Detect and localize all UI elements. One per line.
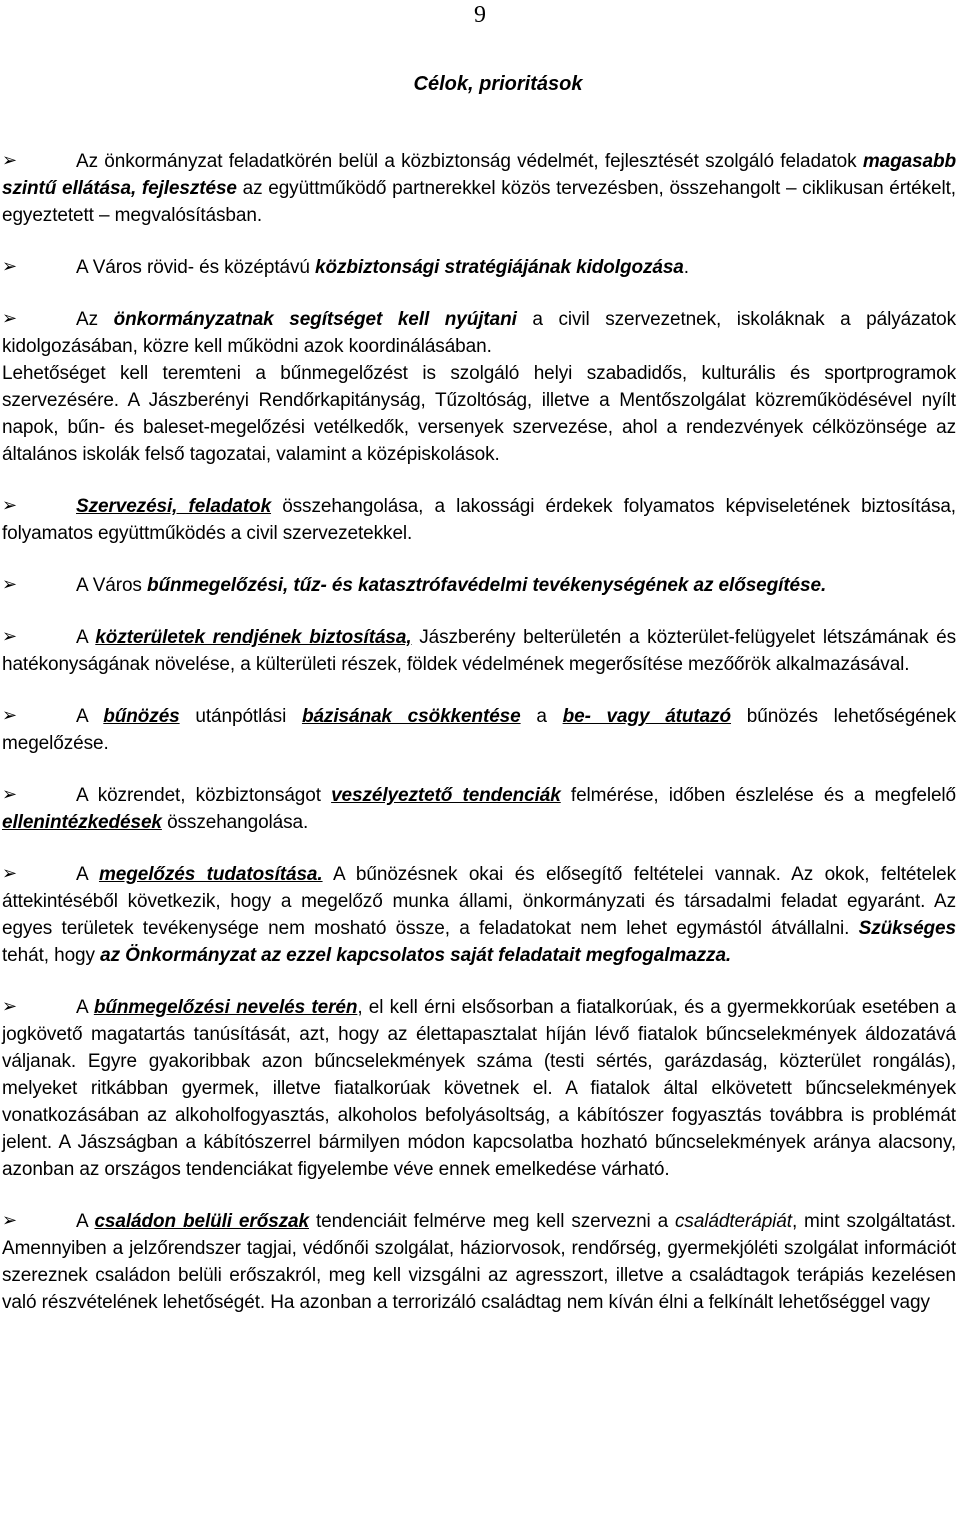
body-text: A Város rövid- és középtávú bbox=[76, 257, 316, 278]
emphasized-text: be- vagy átutazó bbox=[562, 706, 732, 727]
bullet-item bbox=[2, 861, 956, 969]
body-text: Jászberény belterületén a közterület-felügyelet létszámának és hatékonyságának növelése, a külterületi részek, földek védelmének megerősítése mezőőrök alkalmazásával. bbox=[2, 627, 956, 675]
body-text: tendenciáit felmérve meg kell szervezni a bbox=[309, 1211, 676, 1232]
emphasized-text: bűnmegelőzési nevelés terén bbox=[93, 997, 358, 1018]
bullet-item bbox=[2, 254, 956, 281]
arrow-bullet-icon: ➢ bbox=[2, 705, 17, 725]
emphasized-text: ellenintézkedések bbox=[2, 812, 162, 833]
bullet-item bbox=[2, 994, 956, 1183]
emphasized-text: magasabb szintű ellátása, fejlesztése bbox=[2, 151, 956, 199]
body-text: Lehetőséget kell teremteni a bűnmegelőzést is szolgáló helyi szabadidős, kulturális és sportprogramok szervezésére. A Jászberényi Rendőrkapitányság, Tűzoltóság, illetve a Mentőszolgálat közreműködésével nyílt napok, bűn- és baleset-megelőzési vetélkedők, versenyek szervezése, ahol a rendezvények célközönsége az általános iskolák felső tagozatai, valamint a középiskolások. bbox=[2, 363, 956, 465]
body-text: a bbox=[520, 706, 563, 727]
arrow-bullet-icon: ➢ bbox=[2, 1210, 17, 1230]
arrow-bullet-icon: ➢ bbox=[2, 784, 17, 804]
emphasized-text: közterületek rendjének biztosítása, bbox=[95, 627, 412, 648]
section-title: Célok, prioritások bbox=[413, 73, 583, 95]
body-text: összehangolása, a lakossági érdekek folyamatos képviseletének biztosítása, folyamatos együttműködés a civil szervezetekkel. bbox=[2, 496, 956, 544]
body-text: tehát, hogy bbox=[2, 945, 101, 966]
body-text: bűnözés lehetőségének megelőzése. bbox=[2, 706, 956, 754]
bullet-item bbox=[2, 306, 956, 360]
body-text: felmérése, időben észlelése és a megfelelő bbox=[560, 785, 956, 806]
arrow-bullet-icon: ➢ bbox=[2, 495, 17, 515]
body-text: A bbox=[76, 706, 104, 727]
body-text: utánpótlási bbox=[179, 706, 302, 727]
bullet-item bbox=[2, 493, 956, 547]
emphasized-text: önkormányzatnak segítséget kell nyújtani bbox=[113, 309, 517, 330]
body-text: A közrendet, közbiztonságot bbox=[76, 785, 332, 806]
document-body bbox=[2, 148, 956, 1316]
emphasized-text: bázisának csökkentése bbox=[301, 706, 521, 727]
body-text: A bbox=[76, 1211, 95, 1232]
body-text: , el kell érni elsősorban a fiatalkorúak, és a gyermekkorúak esetében a jogkövető magatartás tanúsítását, azt, hogy az élettapasztalat híján lévő fiatalok bűncselekmények áldozatává váljanak. Egyre gyakoribbak azon bűncselekmények száma (testi sértés, garázdaság, közterület rongálás), melyeket ritkábban gyermek, illetve fiatalkorúak követnek el. A fiatalok által elkövetett bűncselekmények vonatkozásában az alkoholfogyasztás, alkoholos befolyásoltság, a kábítószer fogyasztás továbbra is problémát jelent. A Jászságban a kábítószerrel bármilyen módon kapcsolatba hozható bűncselekmények aránya alacsony, azonban az országos tendenciákat figyelembe véve ennek emelkedése várható. bbox=[2, 997, 956, 1180]
emphasized-text: veszélyeztető tendenciák bbox=[331, 785, 561, 806]
body-text: A bbox=[76, 627, 96, 648]
emphasized-text: családterápiát bbox=[675, 1211, 792, 1232]
body-text: az együttműködő partnerekkel közös tervezésben, összehangolt – ciklikusan értékelt, egyeztetett – megvalósításban. bbox=[2, 178, 956, 226]
bullet-continuation bbox=[2, 360, 956, 468]
arrow-bullet-icon: ➢ bbox=[2, 256, 17, 276]
arrow-bullet-icon: ➢ bbox=[2, 863, 17, 883]
bullet-item bbox=[2, 572, 956, 599]
body-text: Az önkormányzat feladatkörén belül a közbiztonság védelmét, fejlesztését szolgáló feladatok bbox=[76, 151, 863, 172]
arrow-bullet-icon: ➢ bbox=[2, 308, 17, 328]
body-text: Az bbox=[76, 309, 114, 330]
body-text: A bbox=[76, 997, 94, 1018]
arrow-bullet-icon: ➢ bbox=[2, 574, 17, 594]
arrow-bullet-icon: ➢ bbox=[2, 996, 17, 1016]
emphasized-text: közbiztonsági stratégiájának kidolgozása bbox=[315, 257, 684, 278]
emphasized-text: megelőzés tudatosítása. bbox=[98, 864, 323, 885]
body-text: a civil szervezetnek, iskoláknak a pályázatok kidolgozásában, közre kell működni azok koordinálásában. bbox=[2, 309, 957, 357]
emphasized-text: bűnmegelőzési, tűz- és katasztrófavédelmi tevékenységének az elősegítése. bbox=[147, 575, 827, 596]
body-text: , mint szolgáltatást. Amennyiben a jelzőrendszer tagjai, védőnői szolgálat, háziorvosok, rendőrség, gyermekjóléti szolgálat információt szereznek családon belüli erőszakról, meg kell vizsgálni az agresszort, illetve a családtagok terápiás kezelésen való részvételének lehetőségét. Ha azonban a terrorizáló családtag nem kíván élni a felkínált lehetőséggel vagy bbox=[2, 1211, 956, 1313]
arrow-bullet-icon: ➢ bbox=[2, 150, 17, 170]
bullet-item bbox=[2, 782, 956, 836]
emphasized-text: Szükséges bbox=[858, 918, 956, 939]
body-text: . bbox=[683, 257, 689, 278]
body-text: A bűnözésnek okai és elősegítő feltételei vannak. Az okok, feltételek áttekintéséből következik, hogy a megelőző munka állami, önkormányzati és társadalmi feladat egyaránt. Az egyes területek tevékenysége nem mosható össze, a feladatokat nem lehet egymástól átvállalni. bbox=[2, 864, 956, 939]
body-text: A Város bbox=[76, 575, 148, 596]
body-text: A bbox=[76, 864, 99, 885]
bullet-item bbox=[2, 1208, 956, 1316]
emphasized-text: bűnözés bbox=[103, 706, 180, 727]
emphasized-text: az Önkormányzat az ezzel kapcsolatos saját feladatait megfogalmazza. bbox=[100, 945, 732, 966]
arrow-bullet-icon: ➢ bbox=[2, 626, 17, 646]
bullet-item bbox=[2, 703, 956, 757]
body-text: összehangolása. bbox=[161, 812, 309, 833]
bullet-item bbox=[2, 148, 956, 229]
bullet-item bbox=[2, 624, 956, 678]
emphasized-text: Szervezési, feladatok bbox=[76, 496, 272, 517]
page-number: 9 bbox=[474, 2, 486, 28]
emphasized-text: családon belüli erőszak bbox=[94, 1211, 309, 1232]
